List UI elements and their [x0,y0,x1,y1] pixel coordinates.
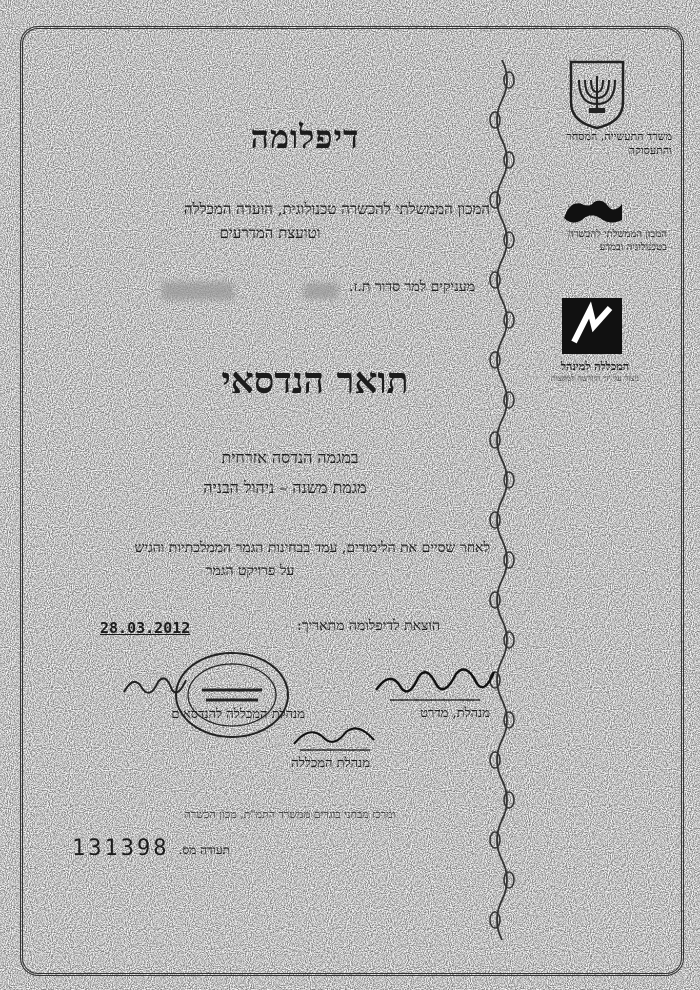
footnote: ומרכז מבחני בוגרים ממשרד התמ"ת, מכון הכשרה [184,808,396,821]
signature-right-label: מנהלת, מדרט [420,706,490,721]
ministry-line1: משרד התעשייה, המסחר [566,130,672,143]
diploma-title: דיפלומה [250,118,360,156]
institute-line2: בטכנולוגיה ובמדע [599,242,667,253]
degree-title: תואר הנדסאי [221,360,409,402]
field-line-2: מגמת משנה – ניהול הבניה [203,478,367,497]
redacted-name [162,282,234,300]
signature-left [120,670,190,700]
ministry-line2: והתעסוקה [628,144,672,157]
issue-date-label: הוצאת לדיפלומה מתאריך: [297,618,440,634]
certificate-number: 131398 [72,836,170,861]
issue-date: 28.03.2012 [100,619,191,637]
issuer-line-1: המכון הממשלתי להכשרה טכנולוגית, הועדה המכללה [183,200,490,218]
certificate-border [20,26,684,976]
field-line-1: במגמה הנדסה אזרחית [221,448,359,467]
institute-logo [560,196,626,226]
issuer-line-2: וטועצת המדרעים [219,224,321,242]
ministry-name [522,130,672,158]
redacted-id [304,283,338,299]
state-emblem-logo [565,58,629,130]
college-label: המכללה למינהל [560,360,630,373]
institute-line1: המכון הממשלתי להכשרה [567,229,667,240]
signature-right [370,660,500,706]
college-logo [560,296,624,356]
signature-center [290,720,380,754]
condition-line-2: על פרויקט הגמר [205,563,295,579]
official-stamp [172,650,292,740]
college-subtitle: ניצור על ידי היורשה למקצות [550,374,640,383]
signature-center-label: מנהלת המכללה [291,756,370,771]
recipient-line: מעניקים למר סדור ת.ז. [349,279,475,295]
institute-name [522,228,667,254]
signature-left-label: מנהלת המכללה להנדסאים [171,707,305,722]
condition-line-1: לאחר שסיים את הלימודים, עמד בבחינות הגמר הממלכתיות והגיש [134,540,490,556]
certificate-number-label: תעודה מס. [178,843,230,857]
